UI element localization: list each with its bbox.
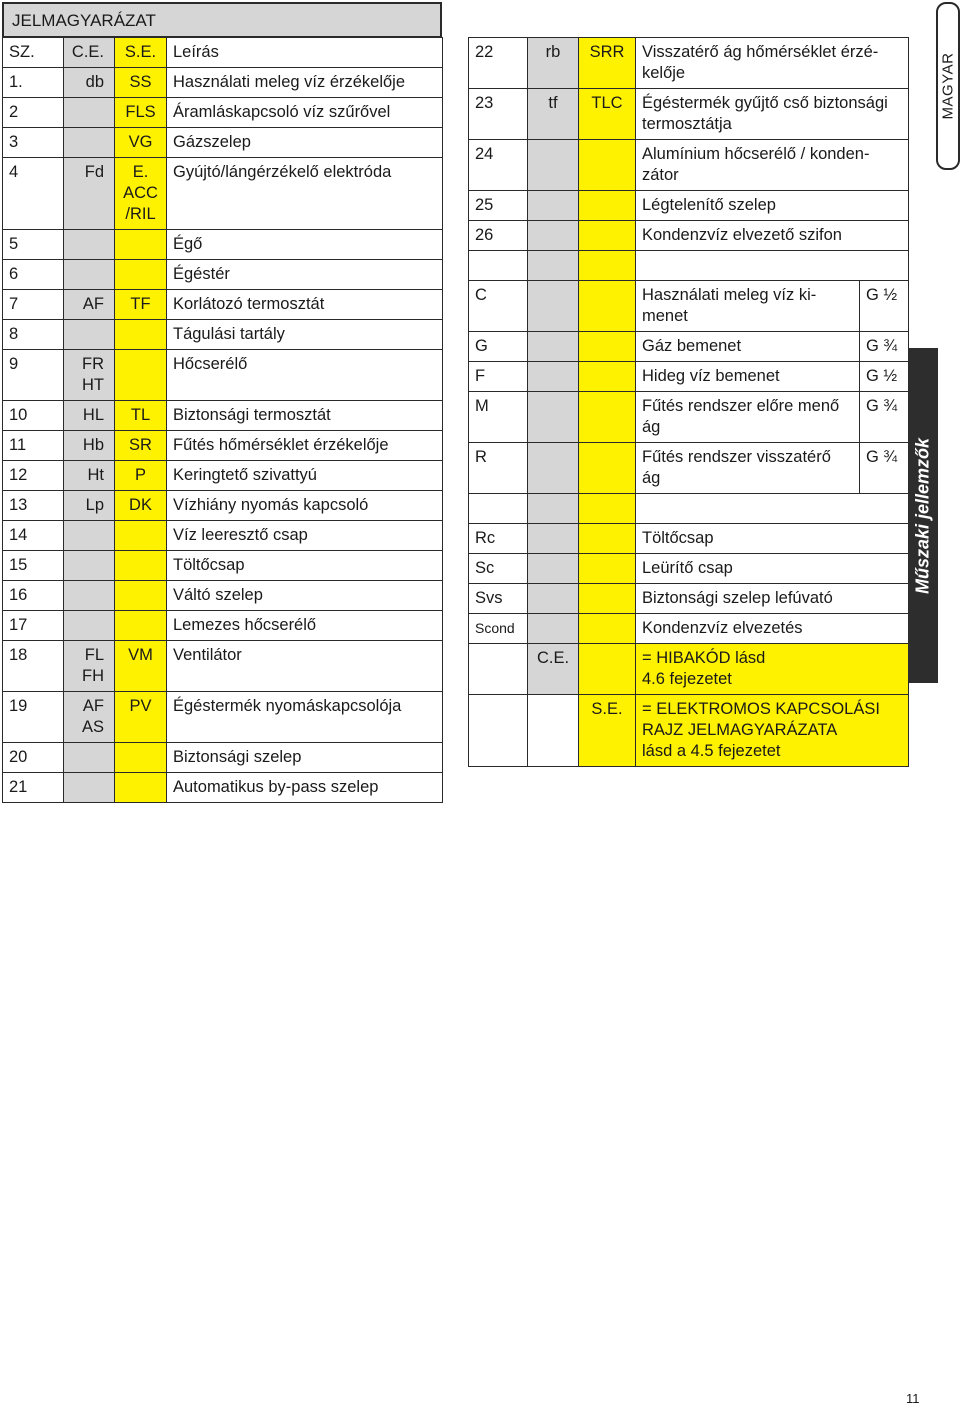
connection-description: Gáz bemenet	[636, 332, 860, 362]
se-code	[115, 743, 167, 773]
note-empty	[469, 695, 528, 767]
ce-code: rb	[528, 38, 579, 89]
table-row	[3, 491, 443, 521]
ce-code	[64, 581, 115, 611]
table-row	[3, 773, 443, 803]
ce-code: Ht	[64, 461, 115, 491]
se-code	[579, 584, 636, 614]
se-code	[579, 362, 636, 392]
ce-code	[64, 611, 115, 641]
ce-code	[64, 320, 115, 350]
se-code	[579, 554, 636, 584]
ce-code	[528, 443, 579, 494]
connection-code: G	[469, 332, 528, 362]
misc-code: Scond	[469, 614, 528, 644]
ce-code: Fd	[64, 158, 115, 230]
se-code	[579, 140, 636, 191]
misc-row	[469, 584, 909, 614]
ce-code	[64, 230, 115, 260]
se-code	[115, 320, 167, 350]
misc-row	[469, 614, 909, 644]
se-code	[579, 392, 636, 443]
table-row	[3, 68, 443, 98]
table-row	[3, 98, 443, 128]
ce-code	[528, 392, 579, 443]
header-ce: C.E.	[64, 38, 115, 68]
note-empty	[528, 695, 579, 767]
spacer-cell	[528, 251, 579, 281]
se-code	[579, 191, 636, 221]
row-number: 7	[3, 290, 64, 320]
se-code: SR	[115, 431, 167, 461]
description: Égéstér	[167, 260, 443, 290]
row-number: 4	[3, 158, 64, 230]
connection-description: Használati meleg víz ki- menet	[636, 281, 860, 332]
se-code	[115, 260, 167, 290]
table-row	[3, 692, 443, 743]
row-number: 13	[3, 491, 64, 521]
table-row	[469, 38, 909, 89]
ce-code	[64, 743, 115, 773]
ce-code	[64, 521, 115, 551]
ce-code	[528, 554, 579, 584]
row-number: 9	[3, 350, 64, 401]
table-row	[3, 350, 443, 401]
table-row	[469, 140, 909, 191]
description: Vízhiány nyomás kapcsoló	[167, 491, 443, 521]
description: Automatikus by-pass szelep	[167, 773, 443, 803]
row-number: 21	[3, 773, 64, 803]
spacer-cell	[636, 251, 909, 281]
legend-table-left	[2, 37, 443, 803]
ce-code: db	[64, 68, 115, 98]
row-number: 2	[3, 98, 64, 128]
table-row	[3, 581, 443, 611]
se-code: E. ACC /RIL	[115, 158, 167, 230]
spacer-cell	[528, 494, 579, 524]
description: Visszatérő ág hőmérséklet érzé- kelője	[636, 38, 909, 89]
ce-code: Hb	[64, 431, 115, 461]
description: Töltőcsap	[167, 551, 443, 581]
description: Hőcserélő	[167, 350, 443, 401]
description: Ventilátor	[167, 641, 443, 692]
header-sz: SZ.	[3, 38, 64, 68]
table-row	[3, 320, 443, 350]
row-number: 20	[3, 743, 64, 773]
header-description: Leírás	[167, 38, 443, 68]
ce-code: AF AS	[64, 692, 115, 743]
ce-code	[64, 773, 115, 803]
connection-size: G ½	[860, 362, 909, 392]
se-code: TF	[115, 290, 167, 320]
connection-row	[469, 281, 909, 332]
ce-note-label: C.E.	[528, 644, 579, 695]
connection-code: M	[469, 392, 528, 443]
row-number: 18	[3, 641, 64, 692]
description: Tágulási tartály	[167, 320, 443, 350]
se-code	[115, 521, 167, 551]
row-number: 22	[469, 38, 528, 89]
se-code	[115, 611, 167, 641]
section-tab	[908, 348, 938, 683]
misc-description: Töltőcsap	[636, 524, 909, 554]
se-note-label: S.E.	[579, 695, 636, 767]
ce-code	[64, 551, 115, 581]
description: Korlátozó termosztát	[167, 290, 443, 320]
connection-size: G ½	[860, 281, 909, 332]
table-row	[3, 431, 443, 461]
ce-code: Lp	[64, 491, 115, 521]
se-code	[579, 443, 636, 494]
se-code	[115, 230, 167, 260]
row-number: 3	[3, 128, 64, 158]
note-row	[469, 644, 909, 695]
language-tab	[936, 2, 960, 170]
ce-code	[64, 260, 115, 290]
connection-code: R	[469, 443, 528, 494]
row-number: 26	[469, 221, 528, 251]
misc-code: Svs	[469, 584, 528, 614]
row-number: 25	[469, 191, 528, 221]
table-row	[469, 89, 909, 140]
description: Égő	[167, 230, 443, 260]
se-code: SRR	[579, 38, 636, 89]
misc-description: Leürítő csap	[636, 554, 909, 584]
description: Égéstermék nyomáskapcsolója	[167, 692, 443, 743]
row-number: 24	[469, 140, 528, 191]
connection-row	[469, 332, 909, 362]
se-code	[579, 221, 636, 251]
row-number: 16	[3, 581, 64, 611]
table-row	[3, 230, 443, 260]
se-code	[115, 551, 167, 581]
table-row	[3, 551, 443, 581]
table-header-row	[3, 38, 443, 68]
section-tab-label: Műszaki jellemzők	[912, 437, 933, 594]
description: Víz leeresztő csap	[167, 521, 443, 551]
ce-code: AF	[64, 290, 115, 320]
ce-code	[528, 281, 579, 332]
ce-code: HL	[64, 401, 115, 431]
ce-code	[528, 584, 579, 614]
table-row	[3, 521, 443, 551]
description: Gyújtó/lángérzékelő elektróda	[167, 158, 443, 230]
misc-code: Rc	[469, 524, 528, 554]
se-code: P	[115, 461, 167, 491]
row-number: 23	[469, 89, 528, 140]
row-number: 19	[3, 692, 64, 743]
ce-code	[528, 191, 579, 221]
description: Áramláskapcsoló víz szűrővel	[167, 98, 443, 128]
row-number: 5	[3, 230, 64, 260]
table-row	[3, 611, 443, 641]
connection-code: F	[469, 362, 528, 392]
description: Alumínium hőcserélő / konden- zátor	[636, 140, 909, 191]
spacer-cell	[579, 494, 636, 524]
description: Lemezes hőcserélő	[167, 611, 443, 641]
note-empty	[469, 644, 528, 695]
description: Keringtető szivattyú	[167, 461, 443, 491]
table-row	[3, 461, 443, 491]
row-number: 12	[3, 461, 64, 491]
se-code: PV	[115, 692, 167, 743]
se-code: TL	[115, 401, 167, 431]
spacer-row	[469, 251, 909, 281]
connection-row	[469, 392, 909, 443]
ce-note-text: = HIBAKÓD lásd 4.6 fejezetet	[636, 644, 909, 695]
table-row	[3, 290, 443, 320]
row-number: 14	[3, 521, 64, 551]
description: Gázszelep	[167, 128, 443, 158]
ce-code: FR HT	[64, 350, 115, 401]
page-number: 11	[906, 1391, 920, 1406]
se-code	[579, 614, 636, 644]
header-se: S.E.	[115, 38, 167, 68]
note-row	[469, 695, 909, 767]
connection-description: Fűtés rendszer visszatérő ág	[636, 443, 860, 494]
row-number: 11	[3, 431, 64, 461]
se-code	[579, 332, 636, 362]
se-code: DK	[115, 491, 167, 521]
row-number: 10	[3, 401, 64, 431]
description: Égéstermék gyűjtő cső biztonsági termosztátja	[636, 89, 909, 140]
table-row	[3, 743, 443, 773]
legend-table-right	[468, 37, 909, 767]
table-row	[3, 260, 443, 290]
spacer-cell	[579, 251, 636, 281]
connection-code: C	[469, 281, 528, 332]
ce-code	[528, 524, 579, 554]
description: Biztonsági termosztát	[167, 401, 443, 431]
connection-description: Hideg víz bemenet	[636, 362, 860, 392]
connection-size: G ¾	[860, 443, 909, 494]
description: Használati meleg víz érzékelője	[167, 68, 443, 98]
se-code: SS	[115, 68, 167, 98]
misc-row	[469, 554, 909, 584]
connection-size: G ¾	[860, 392, 909, 443]
description: Fűtés hőmérséklet érzékelője	[167, 431, 443, 461]
se-code: VM	[115, 641, 167, 692]
misc-row	[469, 524, 909, 554]
se-code	[579, 524, 636, 554]
se-code: TLC	[579, 89, 636, 140]
table-row	[3, 158, 443, 230]
ce-code: FL FH	[64, 641, 115, 692]
row-number: 17	[3, 611, 64, 641]
row-number: 8	[3, 320, 64, 350]
description: Váltó szelep	[167, 581, 443, 611]
description: Biztonsági szelep	[167, 743, 443, 773]
se-code: VG	[115, 128, 167, 158]
misc-description: Kondenzvíz elvezetés	[636, 614, 909, 644]
table-row	[469, 191, 909, 221]
misc-code: Sc	[469, 554, 528, 584]
row-number: 15	[3, 551, 64, 581]
ce-code	[528, 614, 579, 644]
language-tab-label: MAGYAR	[939, 52, 957, 120]
ce-code	[64, 98, 115, 128]
spacer-cell	[469, 251, 528, 281]
description: Légtelenítő szelep	[636, 191, 909, 221]
ce-code	[528, 221, 579, 251]
ce-code	[528, 332, 579, 362]
spacer-cell	[636, 494, 909, 524]
table-row	[469, 221, 909, 251]
ce-code: tf	[528, 89, 579, 140]
connection-row	[469, 362, 909, 392]
connection-description: Fűtés rendszer előre menő ág	[636, 392, 860, 443]
table-row	[3, 401, 443, 431]
spacer-cell	[469, 494, 528, 524]
se-code	[579, 281, 636, 332]
table-row	[3, 128, 443, 158]
legend-title: JELMAGYARÁZAT	[2, 2, 442, 38]
row-number: 1.	[3, 68, 64, 98]
ce-code	[64, 128, 115, 158]
se-code	[579, 644, 636, 695]
se-code	[115, 350, 167, 401]
se-note-text: = ELEKTROMOS KAPCSOLÁSI RAJZ JELMAGYARÁZATA lásd a 4.5 fejezetet	[636, 695, 909, 767]
se-code	[115, 773, 167, 803]
misc-description: Biztonsági szelep lefúvató	[636, 584, 909, 614]
connection-size: G ¾	[860, 332, 909, 362]
description: Kondenzvíz elvezető szifon	[636, 221, 909, 251]
ce-code	[528, 362, 579, 392]
row-number: 6	[3, 260, 64, 290]
table-row	[3, 641, 443, 692]
connection-row	[469, 443, 909, 494]
spacer-row	[469, 494, 909, 524]
se-code	[115, 581, 167, 611]
ce-code	[528, 140, 579, 191]
se-code: FLS	[115, 98, 167, 128]
